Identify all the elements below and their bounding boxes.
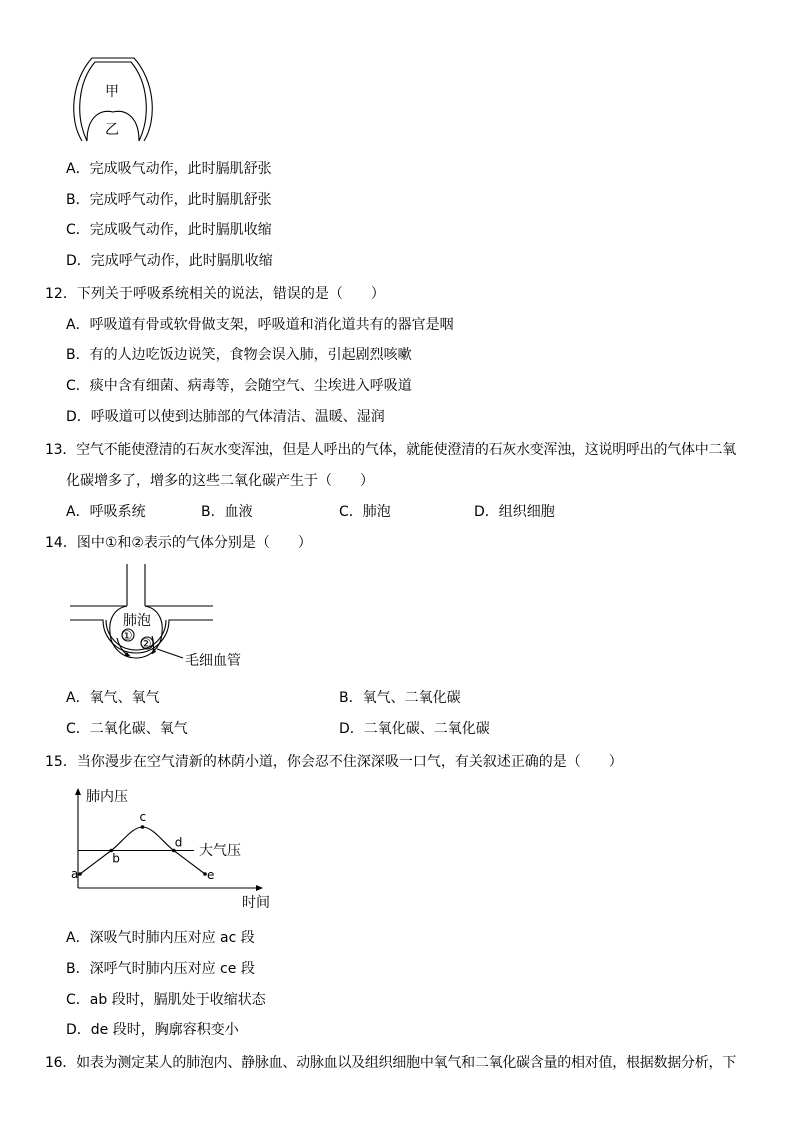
q14-option-d: D．二氧化碳、二氧化碳	[339, 721, 490, 737]
q15-option-b: B．深呼气时肺内压对应 ce 段	[66, 961, 255, 977]
point-label-b: b	[112, 851, 120, 866]
q16-stem: 16．如表为测定某人的肺泡内、静脉血、动脉血以及组织细胞中氧气和二氧化碳含量的相对值，根据数据分析，下	[45, 1055, 737, 1071]
q12-option-c: C．痰中含有细菌、病毒等，会随空气、尘埃进入呼吸道	[66, 378, 412, 394]
y-axis-label: 肺内压	[86, 789, 128, 805]
atmospheric-pressure-label: 大气压	[199, 843, 241, 859]
label-alveolus: 肺泡	[123, 613, 151, 629]
q11-option-d: D．完成呼气动作，此时膈肌收缩	[66, 253, 273, 269]
point-label-e: e	[207, 868, 215, 882]
label-yi: 乙	[105, 122, 119, 138]
q15-option-c: C．ab 段时，膈肌处于收缩状态	[66, 992, 266, 1008]
q11-option-b: B．完成呼气动作，此时膈肌舒张	[66, 192, 272, 208]
q13-option-d: D．组织细胞	[474, 504, 555, 520]
point-label-a: a	[71, 867, 79, 881]
q13-stem-line2: 化碳增多了，增多的这些二氧化碳产生于（ ）	[66, 473, 374, 489]
q14-option-c: C．二氧化碳、氧气	[66, 721, 188, 737]
x-axis-label: 时间	[242, 895, 270, 911]
q12-option-d: D．呼吸道可以使到达肺部的气体清洁、温暖、湿润	[66, 409, 385, 425]
point-c	[141, 825, 145, 829]
q12-option-a: A．呼吸道有骨或软骨做支架，呼吸道和消化道共有的器官是咽	[66, 317, 454, 333]
point-label-d: d	[174, 835, 183, 850]
q15-stem: 15．当你漫步在空气清新的林荫小道，你会忍不住深深吸一口气，有关叙述正确的是（ ）	[45, 754, 623, 770]
q12-option-b: B．有的人边吃饭边说笑，食物会误入肺，引起剧烈咳嗽	[66, 347, 412, 363]
q15-option-a: A．深吸气时肺内压对应 ac 段	[66, 930, 255, 946]
q12-stem: 12．下列关于呼吸系统相关的说法，错误的是（ ）	[45, 286, 385, 302]
y-axis-arrow	[75, 788, 81, 795]
q14-option-b: B．氧气、二氧化碳	[339, 690, 461, 706]
diaphragm-diagram	[66, 52, 162, 148]
label-mark-2: ②	[140, 637, 152, 652]
capillary-leader-line	[157, 649, 183, 658]
q13-option-a: A．呼吸系统	[66, 504, 146, 520]
label-capillary: 毛细血管	[185, 653, 241, 669]
q11-option-a: A．完成吸气动作，此时膈肌舒张	[66, 161, 272, 177]
point-a	[78, 872, 82, 876]
lung-pressure-chart	[66, 786, 280, 914]
q13-option-c: C．肺泡	[339, 504, 391, 520]
label-jia: 甲	[105, 84, 119, 100]
label-mark-1: ①	[121, 629, 133, 644]
q13-stem-line1: 13．空气不能使澄清的石灰水变浑浊，但是人呼出的气体，就能使澄清的石灰水变浑浊，这说明呼出的气体中二氧	[45, 442, 737, 458]
q13-option-b: B．血液	[201, 504, 253, 520]
x-axis-arrow	[256, 885, 263, 891]
q14-stem: 14．图中①和②表示的气体分别是（ ）	[45, 535, 312, 551]
q11-option-c: C．完成吸气动作，此时膈肌收缩	[66, 222, 272, 238]
q14-option-a: A．氧气、氧气	[66, 690, 160, 706]
point-label-c: c	[139, 810, 147, 824]
alveolus-diagram	[66, 562, 266, 684]
q15-option-d: D．de 段时，胸廓容积变小	[66, 1022, 239, 1038]
